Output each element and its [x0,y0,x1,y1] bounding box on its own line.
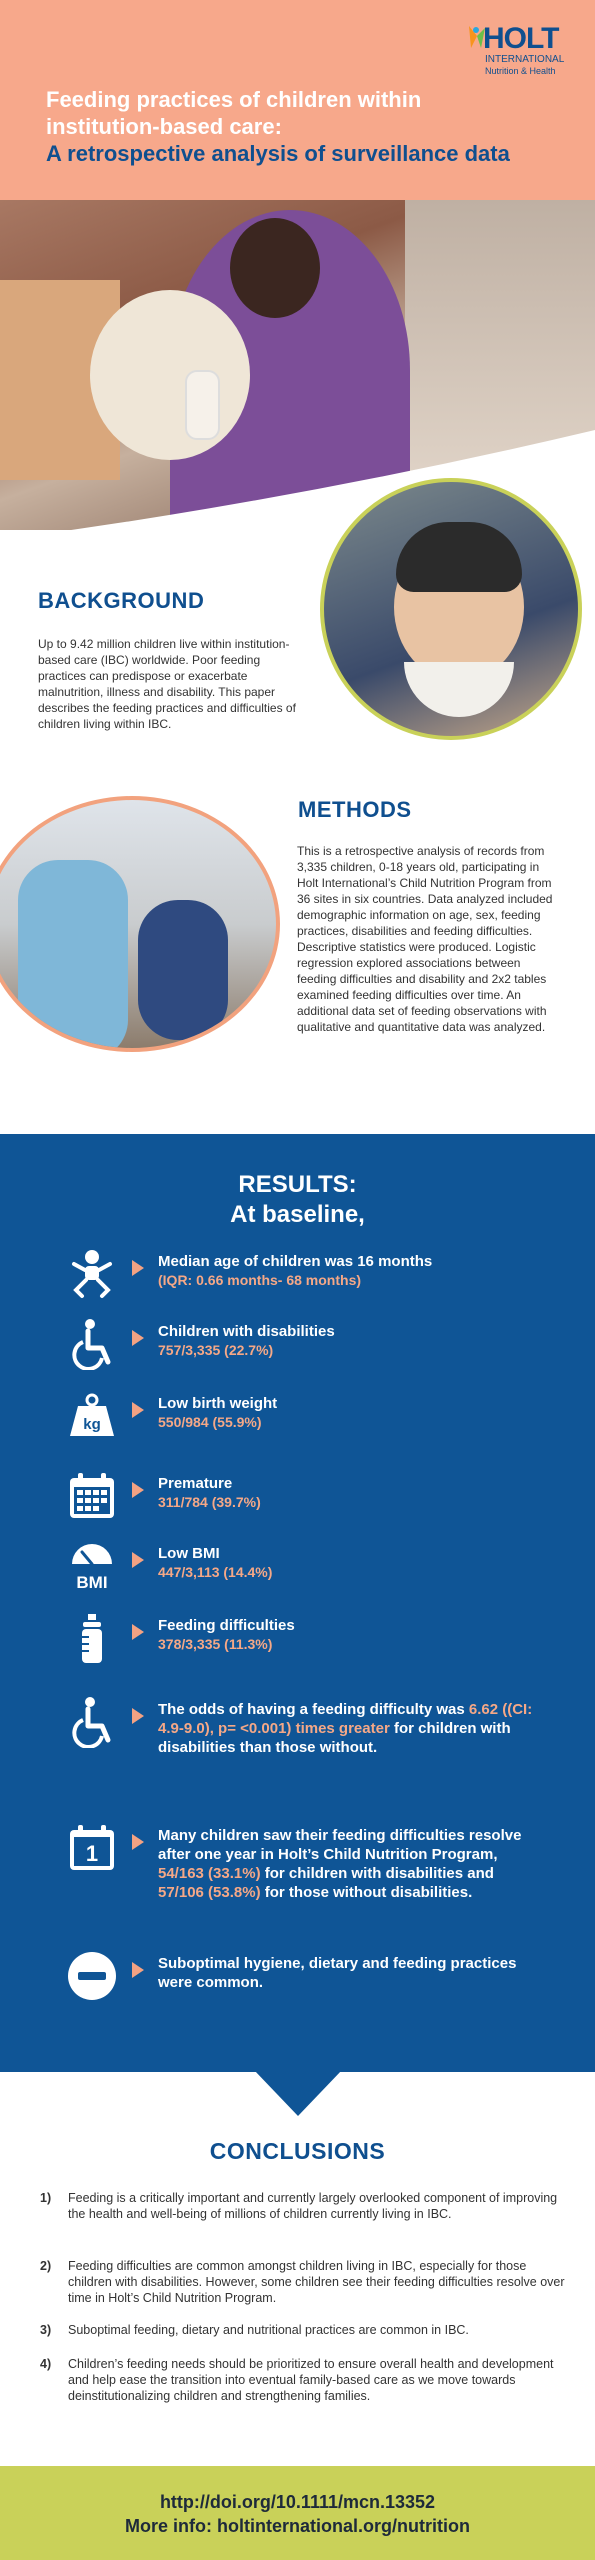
logo-sub1: INTERNATIONAL [485,54,565,65]
results-title-line2: At baseline, [230,1201,365,1228]
results-title-line1: RESULTS: [238,1171,357,1198]
calendar-one-icon [66,1822,118,1874]
resolve-text-mid: for children with disabilities and [264,1865,494,1882]
conclusion-number: 1) [40,2191,52,2205]
result-label: Children with disabilities [158,1323,335,1340]
arrow-icon [132,1402,144,1418]
results-heading [0,1170,595,1230]
logo-sub2: Nutrition & Health [485,66,556,76]
baby-icon [66,1248,118,1300]
resolve-text-hl1: 54/163 (33.1%) [158,1865,261,1882]
conclusion-number: 3) [40,2323,52,2337]
background-text: Up to 9.42 million children live within institution-based care (IBC) worldwide. Poor feeding practices can predispose or exacerbate malnutrition, illness and disability. This paper describes the feeding practices and difficulties of children living within IBC. [38,637,296,731]
title-line1: Feeding practices of children within [46,87,422,112]
methods-text: This is a retrospective analysis of records from 3,335 children, 0-18 years old, participating in Holt International’s Child Nutrition Program from 36 sites in six countries. Data analyzed included demographic information on age, sex, feeding practices, disabilities and feeding difficulties. Descriptive statistics were produced. Logistic regression explored associations between feeding difficulties and disability and 2x2 tables examined feeding difficulties over time. An additional data set of feeding observations with qualitative and quantitative data was analyzed. [297,844,553,1034]
weight-kg-icon [66,1390,118,1442]
result-label: Low BMI [158,1545,220,1562]
more-info-link[interactable]: More info: holtinternational.org/nutrition [125,2516,470,2536]
arrow-icon [132,1552,144,1568]
result-value: 311/784 (39.7%) [158,1494,261,1510]
page-title [46,86,566,167]
title-line2: institution-based care: [46,114,282,139]
result-value: 550/984 (55.9%) [158,1414,262,1430]
resolve-text-post: for those without disabilities. [264,1884,473,1901]
result-value: (IQR: 0.66 months- 68 months) [158,1272,362,1288]
header-banner [0,0,595,200]
title-line3: A retrospective analysis of surveillance data [46,141,510,166]
wheelchair-icon [66,1318,118,1370]
conclusion-text: Feeding is a critically important and currently largely overlooked component of improving the health and well-being of millions of children currently living in IBC. [68,2191,558,2221]
results-notch [254,2070,342,2116]
bmi-icon-text: BMI [76,1573,108,1592]
logo-word: HOLT [483,22,559,55]
odds-text-pre: The odds of having a feeding difficulty was [158,1701,465,1718]
arrow-icon [132,1482,144,1498]
arrow-icon [132,1624,144,1640]
resolve-text-hl2: 57/106 (53.8%) [158,1884,261,1901]
arrow-icon [132,1260,144,1276]
photo-child-eating-circle [320,478,582,740]
resolve-text-pre: Many children saw their feeding difficulties resolve after one year in Holt’s Child Nutrition Program, [158,1827,522,1863]
conclusion-text: Children’s feeding needs should be prioritized to ensure overall health and development and help ease the transition into eventual family-based care as we move towards deinstitutionalizing children and strengthening families. [68,2357,554,2403]
background-heading: BACKGROUND [38,588,205,613]
doi-link[interactable]: http://doi.org/10.1111/mcn.13352 [159,2492,436,2512]
conclusions-heading: CONCLUSIONS [209,2138,386,2164]
arrow-icon [132,1708,144,1724]
result-label: Feeding difficulties [158,1617,295,1634]
conclusion-text: Feeding difficulties are common amongst children living in IBC, especially for those children with disabilities. However, some children see their feeding difficulties resolve over time in Holt’s Child Nutrition Program. [68,2259,565,2305]
arrow-icon [132,1330,144,1346]
hygiene-text: Suboptimal hygiene, dietary and feeding practices were common. [158,1955,517,1991]
arrow-icon [132,1834,144,1850]
result-label: Premature [158,1475,233,1492]
calendar-one-icon-text: 1 [85,1841,99,1866]
conclusion-number: 2) [40,2259,52,2273]
conclusion-text: Suboptimal feeding, dietary and nutritional practices are common in IBC. [68,2323,469,2337]
bmi-gauge-icon [66,1540,118,1592]
odds-text-post: for children with disabilities than those without. [158,1720,511,1756]
holt-logo[interactable] [465,18,575,78]
calendar-icon [66,1470,118,1522]
photo-nurse-feeding-child-circle [0,796,280,1052]
weight-icon-text: kg [83,1416,101,1433]
baby-bottle-icon [66,1612,118,1664]
result-value: 757/3,335 (22.7%) [158,1342,274,1358]
minus-circle-icon [66,1950,118,2002]
result-value: 378/3,335 (11.3%) [158,1636,273,1652]
wheelchair-icon [66,1696,118,1748]
methods-heading: METHODS [298,797,412,822]
result-label: Low birth weight [158,1395,278,1412]
arrow-icon [132,1962,144,1978]
conclusion-number: 4) [40,2357,52,2371]
footer-banner [0,2466,595,2560]
result-value: 447/3,113 (14.4%) [158,1564,273,1580]
odds-text-highlight: 6.62 ((CI: 4.9-9.0), p= <0.001) times greater [158,1701,533,1737]
result-label: Median age of children was 16 months [158,1253,433,1270]
